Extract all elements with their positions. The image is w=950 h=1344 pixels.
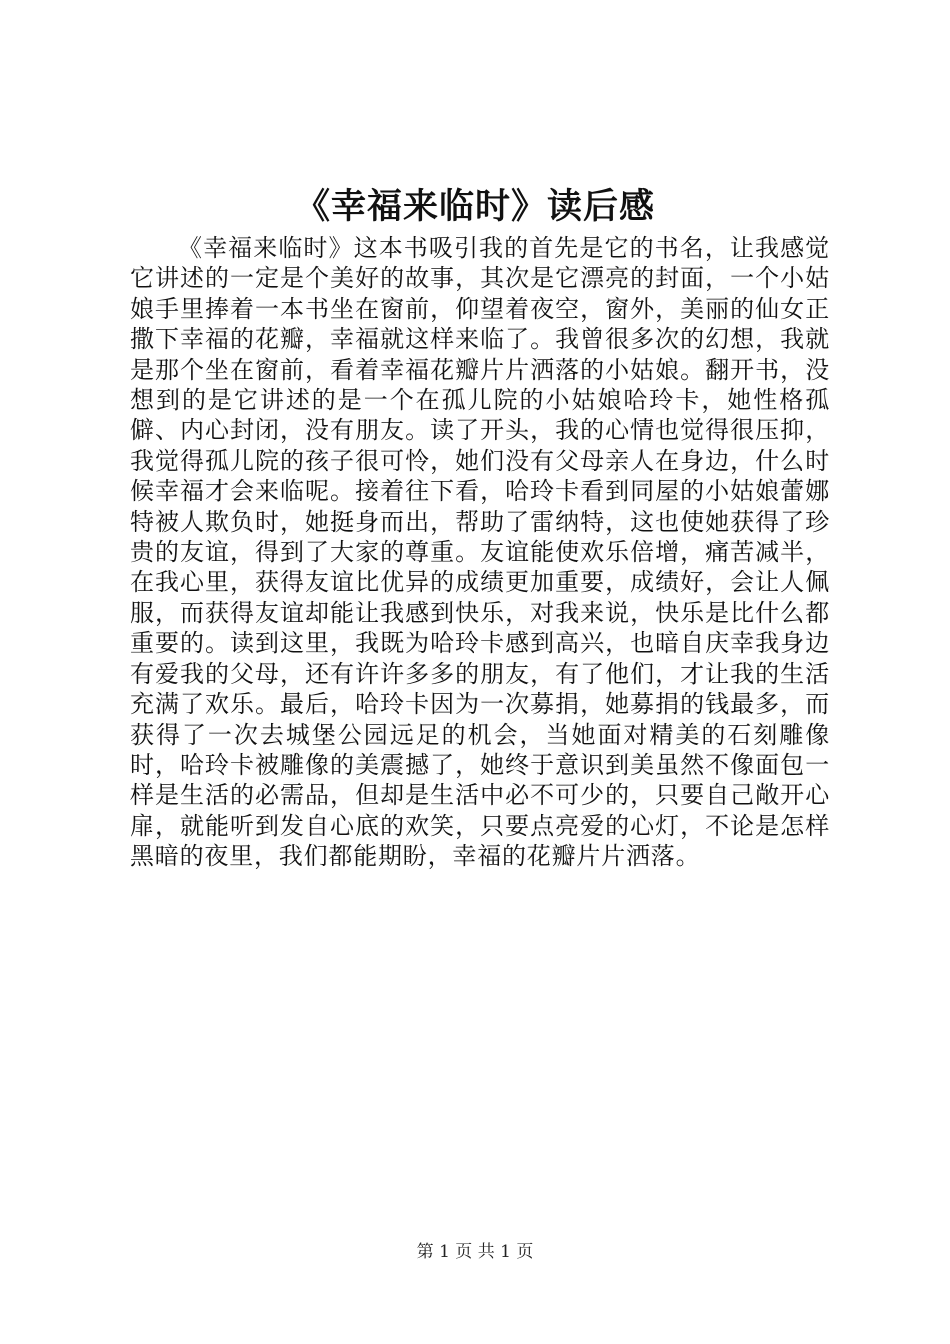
page-number-footer: 第 1 页 共 1 页 [416, 1242, 534, 1262]
document-title: 《幸福来临时》读后感 [294, 186, 655, 227]
document-body-paragraph: 《幸福来临时》这本书吸引我的首先是它的书名，让我感觉它讲述的一定是个美好的故事，其次是它漂亮的封面，一个小姑娘手里捧着一本书坐在窗前，仰望着夜空，窗外，美丽的仙女正撒下幸福的花瓣，幸福就这样来临了。我曾很多次的幻想，我就是那个坐在窗前，看着幸福花瓣片片洒落的小姑娘。翻开书，没想到的是它讲述的是一个在孤儿院的小姑娘哈玲卡，她性格孤僻、内心封闭，没有朋友。读了开头，我的心情也觉得很压抑，我觉得孤儿院的孩子很可怜，她们没有父母亲人在身边，什么时候幸福才会来临呢。接着往下看，哈玲卡看到同屋的小姑娘蕾娜特被人欺负时，她挺身而出，帮助了雷纳特，这也使她获得了珍贵的友谊，得到了大家的尊重。友谊能使欢乐倍增，痛苦减半，在我心里，获得友谊比优异的成绩更加重要，成绩好，会让人佩服，而获得友谊却能让我感到快乐，对我来说，快乐是比什么都重要的。读到这里，我既为哈玲卡感到高兴，也暗自庆幸我身边有爱我的父母，还有许许多多的朋友，有了他们，才让我的生活充满了欢乐。最后，哈玲卡因为一次募捐，她募捐的钱最多，而获得了一次去城堡公园远足的机会，当她面对精美的石刻雕像时，哈玲卡被雕像的美震撼了，她终于意识到美虽然不像面包一样是生活的必需品，但却是生活中必不可少的，只要自己敞开心扉，就能听到发自心底的欢笑，只要点亮爱的心灯，不论是怎样黑暗的夜里，我们都能期盼，幸福的花瓣片片洒落。 [130, 234, 830, 871]
